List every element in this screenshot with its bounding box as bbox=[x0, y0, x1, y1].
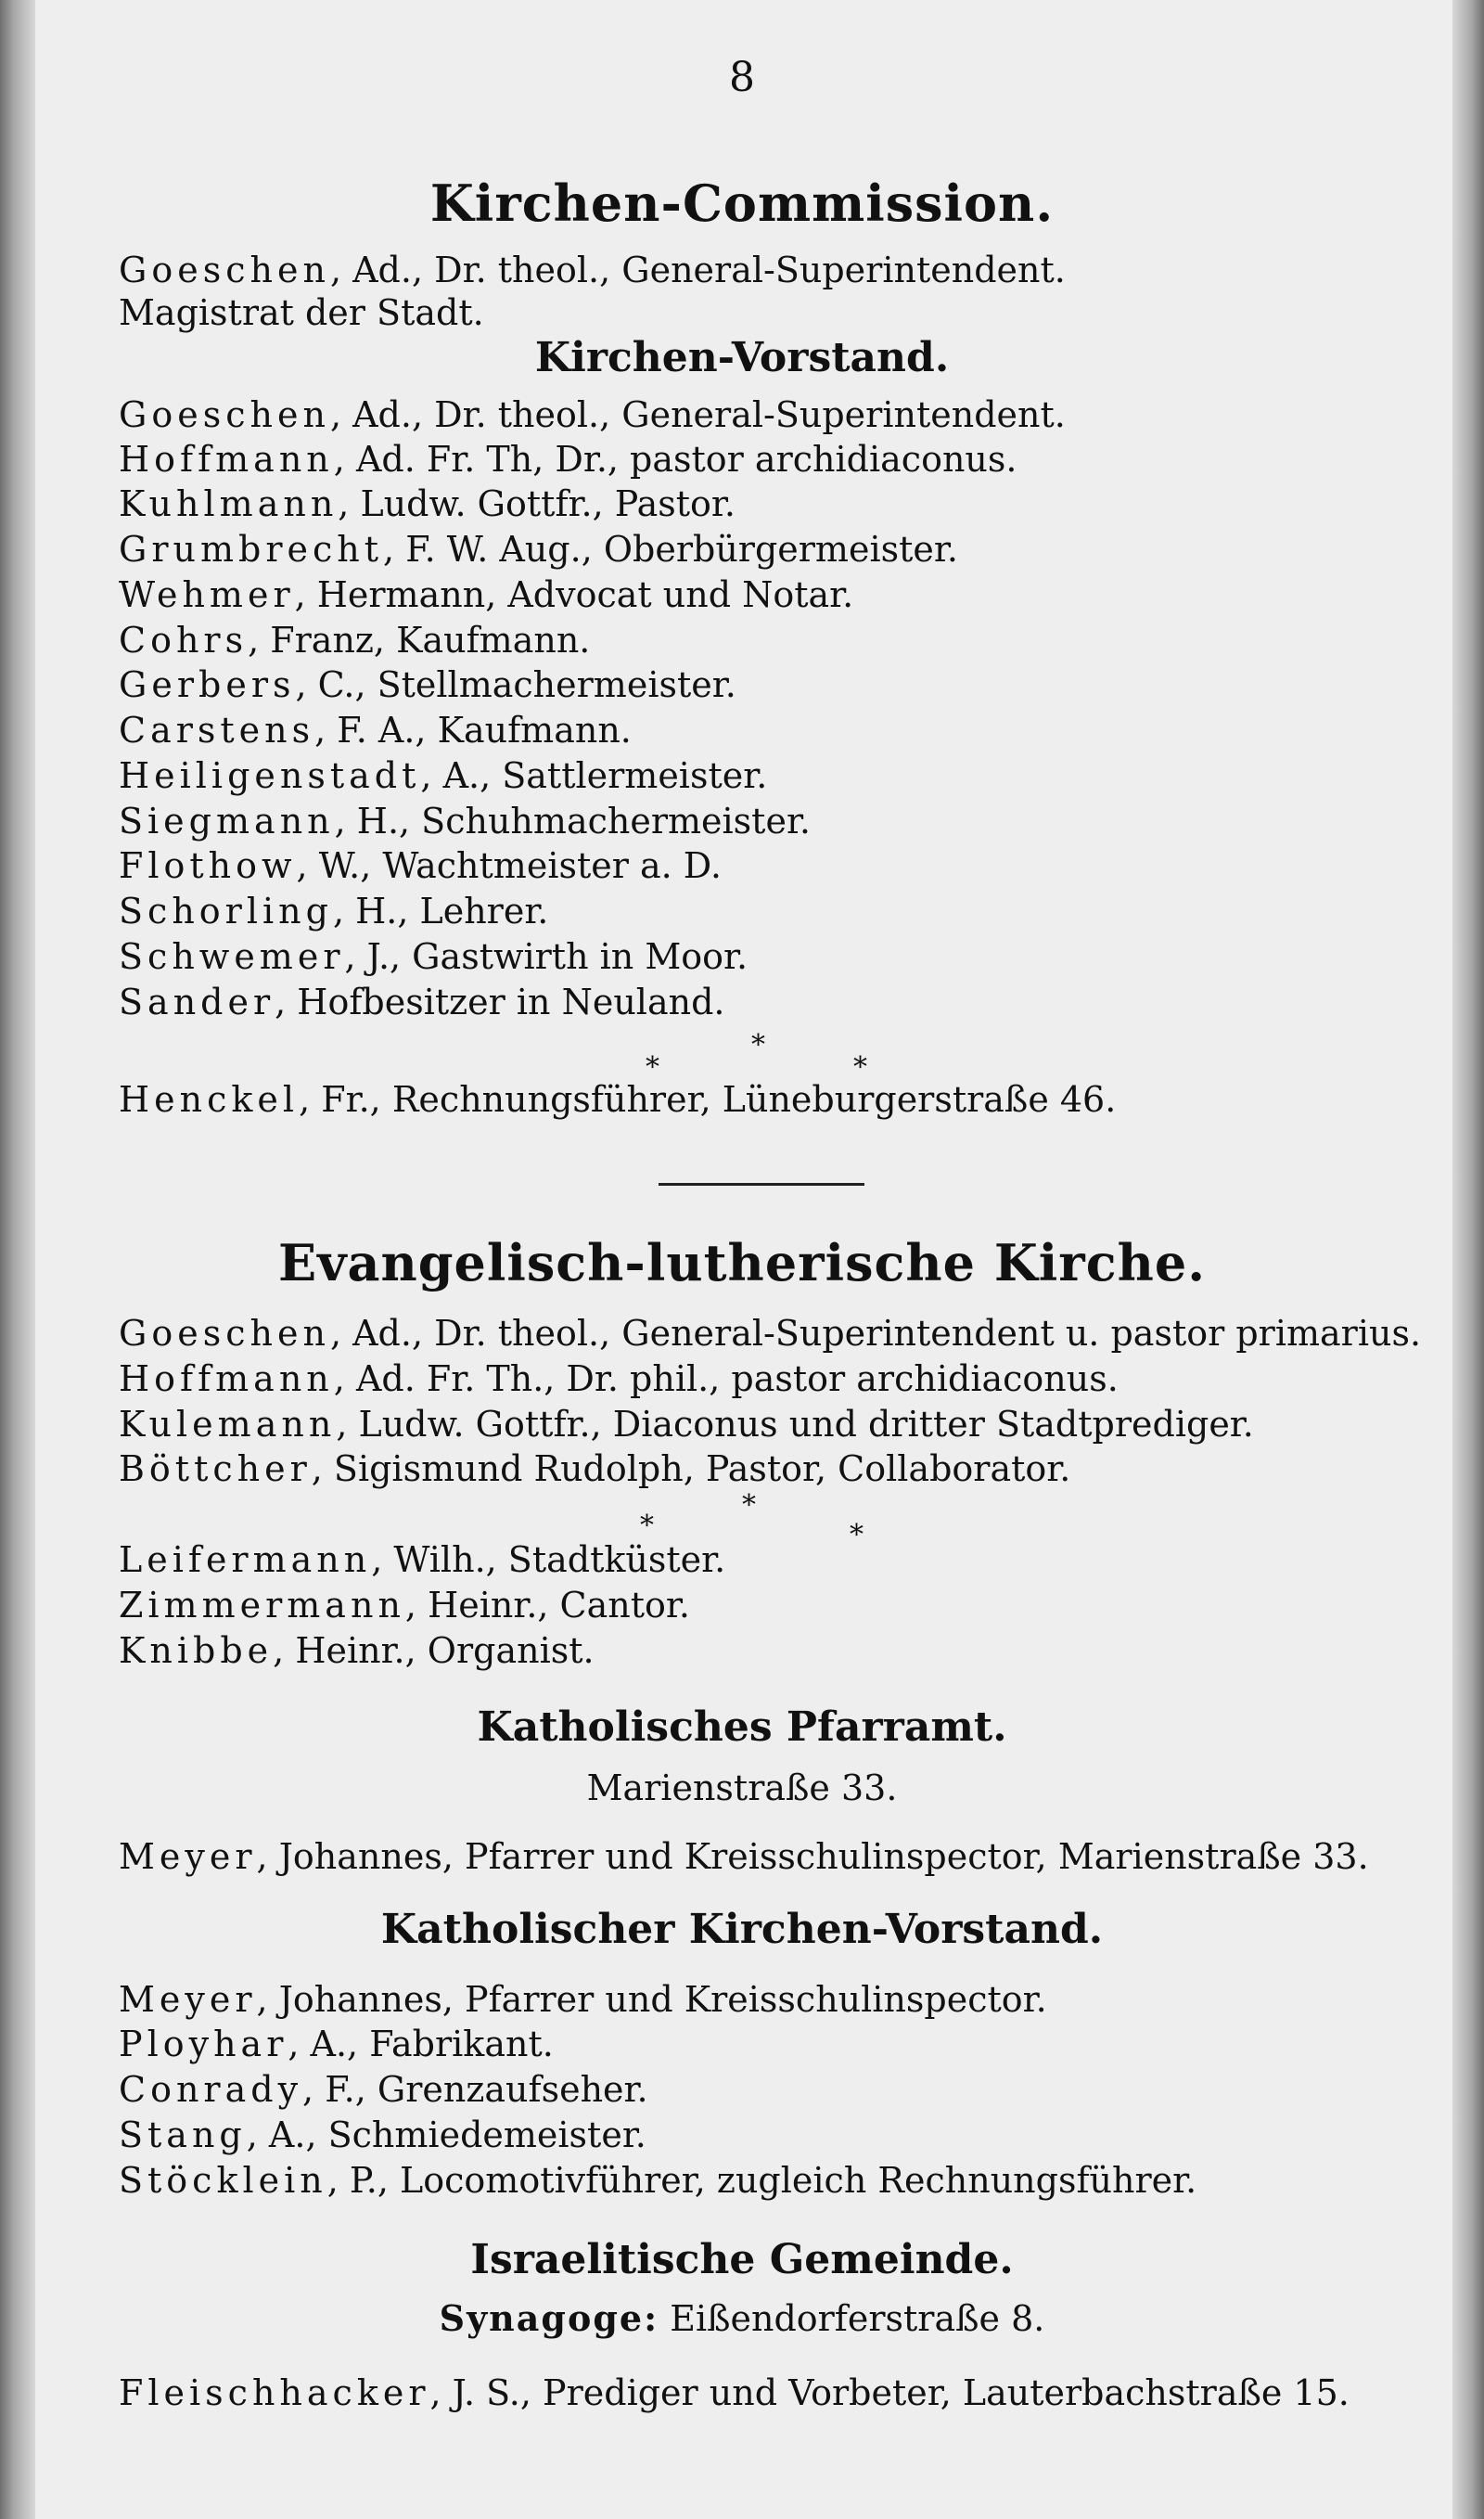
list-item: Schwemer, J., Gastwirth in Moor. bbox=[119, 936, 748, 977]
section-divider bbox=[659, 1183, 864, 1186]
asterisk-separator: * bbox=[742, 1489, 756, 1522]
heading-evangelisch-lutherische-kirche: Evangelisch-lutherische Kirche. bbox=[277, 1233, 1207, 1292]
page-number: 8 bbox=[729, 54, 755, 101]
list-item: Wehmer, Hermann, Advocat und Notar. bbox=[119, 574, 854, 615]
synagoge-line bbox=[0, 2297, 1484, 2339]
list-item: Böttcher, Sigismund Rudolph, Pastor, Collaborator. bbox=[119, 1448, 1071, 1489]
list-item: Goeschen, Ad., Dr. theol., General-Superintendent. bbox=[119, 394, 1066, 435]
list-item: Goeschen, Ad., Dr. theol., General-Superintendent u. pastor primarius. bbox=[119, 1313, 1422, 1354]
asterisk-separator: * bbox=[853, 1051, 867, 1084]
list-item: Heiligenstadt, A., Sattlermeister. bbox=[119, 755, 768, 796]
list-item: Kuhlmann, Ludw. Gottfr., Pastor. bbox=[119, 483, 736, 524]
list-item: Kulemann, Ludw. Gottfr., Diaconus und dritter Stadtprediger. bbox=[119, 1404, 1254, 1445]
list-item: Sander, Hofbesitzer in Neuland. bbox=[119, 982, 725, 1022]
list-item: Meyer, Johannes, Pfarrer und Kreisschulinspector. bbox=[119, 1979, 1047, 2020]
asterisk-separator: * bbox=[751, 1029, 765, 1061]
list-item: Hoffmann, Ad. Fr. Th, Dr., pastor archidiaconus. bbox=[119, 439, 1017, 480]
list-item: Henckel, Fr., Rechnungsführer, Lüneburgerstraße 46. bbox=[119, 1079, 1117, 1120]
heading-katholisches-pfarramt: Katholisches Pfarramt. bbox=[477, 1703, 1007, 1751]
list-item: Cohrs, Franz, Kaufmann. bbox=[119, 620, 591, 661]
synagoge-address: Eißendorferstraße 8. bbox=[659, 2298, 1045, 2339]
list-item: Leifermann, Wilh., Stadtküster. bbox=[119, 1539, 726, 1580]
asterisk-separator: * bbox=[640, 1510, 654, 1542]
list-item: Hoffmann, Ad. Fr. Th., Dr. phil., pastor archidiaconus. bbox=[119, 1358, 1119, 1399]
list-item: Stang, A., Schmiedemeister. bbox=[119, 2114, 646, 2155]
list-item: Schorling, H., Lehrer. bbox=[119, 891, 549, 932]
list-item: Stöcklein, P., Locomotivführer, zugleich Rechnungsführer. bbox=[119, 2160, 1197, 2201]
list-item: Goeschen, Ad., Dr. theol., General-Superintendent. bbox=[119, 250, 1066, 290]
list-item: Carstens, F. A., Kaufmann. bbox=[119, 710, 632, 751]
list-item: Siegmann, H., Schuhmachermeister. bbox=[119, 801, 812, 842]
synagoge-label: Synagoge: bbox=[439, 2297, 659, 2339]
asterisk-separator: * bbox=[646, 1051, 659, 1084]
heading-israelitische-gemeinde: Israelitische Gemeinde. bbox=[470, 2236, 1014, 2283]
list-item: Meyer, Johannes, Pfarrer und Kreisschulinspector, Marienstraße 33. bbox=[119, 1836, 1369, 1877]
list-item: Gerbers, C., Stellmachermeister. bbox=[119, 664, 736, 705]
list-item: Ployhar, A., Fabrikant. bbox=[119, 2024, 554, 2064]
heading-katholischer-kirchen-vorstand: Katholischer Kirchen-Vorstand. bbox=[380, 1906, 1104, 1953]
list-item: Fleischhacker, J. S., Prediger und Vorbeter, Lauterbachstraße 15. bbox=[119, 2372, 1350, 2413]
list-item: Zimmermann, Heinr., Cantor. bbox=[119, 1585, 690, 1626]
list-item: Flothow, W., Wachtmeister a. D. bbox=[119, 845, 722, 886]
list-item: Conrady, F., Grenzaufseher. bbox=[119, 2069, 648, 2110]
heading-kirchen-vorstand: Kirchen-Vorstand. bbox=[534, 334, 950, 381]
list-item: Magistrat der Stadt. bbox=[119, 292, 484, 333]
list-item: Grumbrecht, F. W. Aug., Oberbürgermeister. bbox=[119, 529, 958, 570]
list-item: Knibbe, Heinr., Organist. bbox=[119, 1630, 595, 1671]
heading-kirchen-commission: Kirchen-Commission. bbox=[429, 174, 1055, 233]
asterisk-separator: * bbox=[850, 1519, 864, 1551]
address-line: Marienstraße 33. bbox=[586, 1767, 898, 1808]
